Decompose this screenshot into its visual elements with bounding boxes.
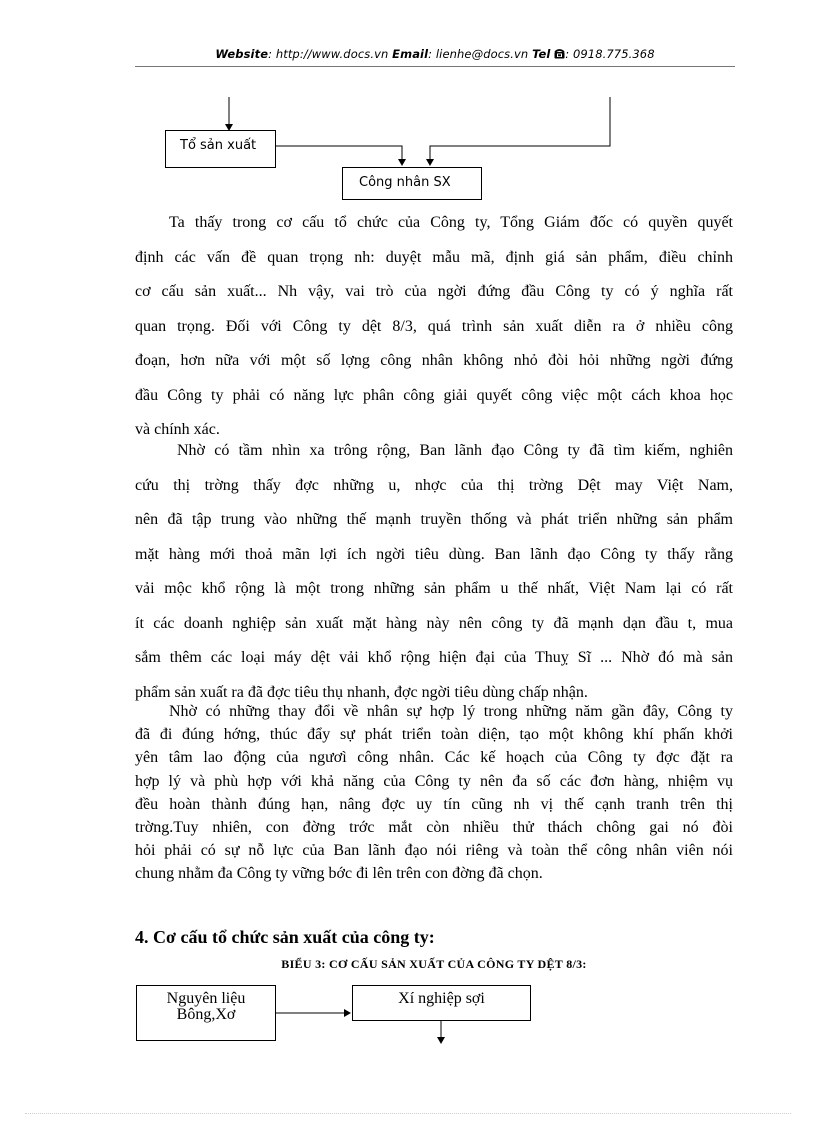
paragraph-1	[135, 206, 733, 448]
website-value: : http://www.docs.vn	[268, 47, 389, 61]
paragraph-line: đều hoàn thành đúng hạn, nâng đợc uy tín cũng nh vị thế cạnh tranh trên thị	[135, 795, 733, 813]
box-to-san-xuat	[165, 130, 276, 168]
paragraph-line: đoạn, hơn nữa với một số lợng công nhân không nhỏ đòi hỏi những ngời đứng	[135, 352, 733, 369]
paragraph-line: vải mộc khổ rộng là một trong những sản phẩm u thế nhất, Việt Nam lại có rất	[135, 580, 733, 597]
paragraph-line: chung nhằm đa Công ty vững bớc đi lên trên con đờng đã chọn.	[135, 865, 543, 883]
tel-label: Tel	[532, 47, 551, 61]
paragraph-line: quan trọng. Đối với Công ty dệt 8/3, quá trình sản xuất diễn ra ở nhiều công	[135, 317, 733, 335]
paragraph-line: Nhờ có những thay đổi về nhân sự hợp lý trong những năm gần đây, Công ty	[169, 703, 733, 720]
email-value: : lienhe@docs.vn	[428, 47, 529, 61]
paragraph-line: mặt hàng mới thoả mãn lợi ích ngời tiêu dùng. Ban lãnh đạo Công ty thấy rằng	[135, 545, 733, 563]
box-xi-nghiep-soi-label: Xí nghiệp sợi	[398, 990, 485, 1007]
box-nguyen-lieu	[136, 985, 276, 1041]
paragraph-line: Ta thấy trong cơ cấu tổ chức của Công ty, Tổng Giám đốc có quyền quyết	[169, 214, 733, 231]
box-nguyen-lieu-line1: Nguyên liệu	[166, 990, 246, 1007]
paragraph-line: phẩm sản xuất ra đã đợc tiêu thụ nhanh, đợc ngời tiêu dùng chấp nhận.	[135, 683, 588, 701]
paragraph-line: trờng.Tuy nhiên, con đờng trớc mắt còn nhiều thử thách chông gai nó đòi	[135, 819, 733, 837]
chart-caption: BIỂU 3: CƠ CẤU SẢN XUẤT CỦA CÔNG TY DỆT 8/3:	[281, 957, 587, 971]
email-label: Email	[392, 47, 429, 61]
website-label: Website	[215, 47, 269, 61]
paragraph-2	[135, 434, 733, 710]
connector-right-to-cong-nhan	[430, 97, 610, 165]
section-title: 4. Cơ cấu tổ chức sản xuất của công ty:	[135, 927, 435, 947]
connector-to-san-xuat-to-cong-nhan	[276, 146, 402, 165]
paragraph-line: nên đã tập trung vào những thế mạnh truyền thống và phát triển những sản phẩm	[135, 511, 733, 528]
paragraph-line: định các vấn đề quan trọng nh: duyệt mẫu mã, định giá sản phẩm, điều chỉnh	[135, 248, 733, 266]
paragraph-line: hợp lý và phù hợp với khả năng của Công ty nên đa số các đơn hàng, nhiệm vụ	[135, 772, 733, 790]
box-nguyen-lieu-line2: Bông,Xơ	[176, 1006, 236, 1023]
paragraph-line: ít các doanh nghiệp sản xuất mặt hàng này nên công ty đã mạnh dạn đầu t, mua	[135, 614, 733, 632]
box-cong-nhan-sx-label: Công nhân SX	[359, 175, 451, 190]
paragraph-line: cứu thị trờng thấy đợc những u, nhợc của thị trờng Dệt may Việt Nam,	[135, 476, 733, 494]
paragraph-line: yên tâm lao động của ngươì công nhân. Các kế hoạch của Công ty đợc đặt ra	[135, 749, 733, 767]
box-xi-nghiep-soi	[352, 985, 531, 1021]
paragraph-line: sắm thêm các loại máy dệt vải khổ rộng hiện đại của Thuỵ Sĩ ... Nhờ đó mà sản	[135, 649, 733, 666]
paragraph-3	[135, 700, 733, 886]
paragraph-line: cơ cấu sản xuất... Nh vậy, vai trò của ngời đứng đầu Công ty có ý nghĩa rất	[135, 283, 733, 300]
footer-divider	[25, 1113, 791, 1114]
box-to-san-xuat-label: Tổ sản xuất	[180, 138, 257, 153]
paragraph-line: và chính xác.	[135, 421, 220, 438]
paragraph-line: Nhờ có tầm nhìn xa trông rộng, Ban lãnh đạo Công ty đã tìm kiếm, nghiên	[177, 442, 733, 459]
paragraph-line: hỏi phải có sự nỗ lực của Ban lãnh đạo nói riêng và toàn thể công nhân viên nói	[135, 842, 733, 860]
paragraph-line: đầu Công ty phải có năng lực phân công giải quyết công việc một cách khoa học	[135, 386, 733, 404]
box-cong-nhan-sx	[342, 167, 482, 200]
tel-value: : 0918.775.368	[565, 47, 655, 61]
paragraph-line: đã đi đúng hớng, thúc đẩy sự phát triển toàn diện, tạo một không khí phấn khởi	[135, 726, 733, 744]
